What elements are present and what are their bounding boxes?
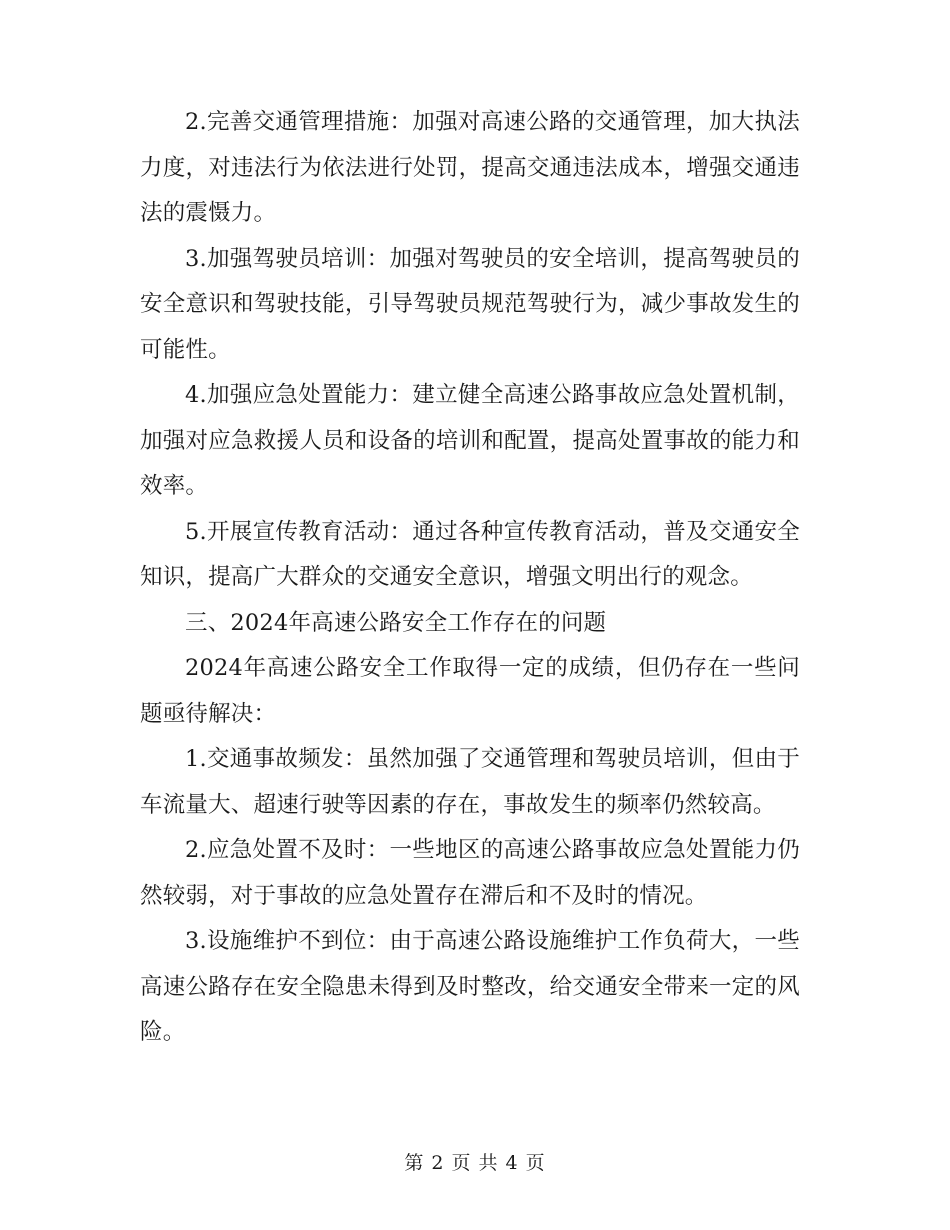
- paragraph-measure-publicity-education: 5.开展宣传教育活动：通过各种宣传教育活动，普及交通安全知识，提高广大群众的交通安全意识，增强文明出行的观念。: [140, 518, 800, 590]
- paragraph-problem-maintenance: 3.设施维护不到位：由于高速公路设施维护工作负荷大，一些高速公路存在安全隐患未得到及时整改，给交通安全带来一定的风险。: [140, 928, 800, 1045]
- document-body: [140, 100, 800, 1056]
- paragraph-measure-traffic-management: 2.完善交通管理措施：加强对高速公路的交通管理，加大执法力度，对违法行为依法进行处罚，提高交通违法成本，增强交通违法的震慑力。: [140, 109, 800, 226]
- paragraph-problem-slow-emergency: 2.应急处置不及时：一些地区的高速公路事故应急处置能力仍然较弱，对于事故的应急处置存在滞后和不及时的情况。: [140, 837, 800, 909]
- section-heading-problems: 三、2024年高速公路安全工作存在的问题: [185, 609, 607, 636]
- paragraph-measure-driver-training: 3.加强驾驶员培训：加强对驾驶员的安全培训，提高驾驶员的安全意识和驾驶技能，引导驾驶员规范驾驶行为，减少事故发生的可能性。: [140, 245, 800, 363]
- paragraph-problem-frequent-accidents: 1.交通事故频发：虽然加强了交通管理和驾驶员培训，但由于车流量大、超速行驶等因素的存在，事故发生的频率仍然较高。: [140, 746, 800, 818]
- page-number-footer: 第 2 页 共 4 页: [404, 1152, 546, 1174]
- paragraph-problems-intro: 2024年高速公路安全工作取得一定的成绩，但仍存在一些问题亟待解决：: [140, 655, 800, 727]
- paragraph-measure-emergency-response: 4.加强应急处置能力：建立健全高速公路事故应急处置机制，加强对应急救援人员和设备的培训和配置，提高处置事故的能力和效率。: [140, 382, 800, 499]
